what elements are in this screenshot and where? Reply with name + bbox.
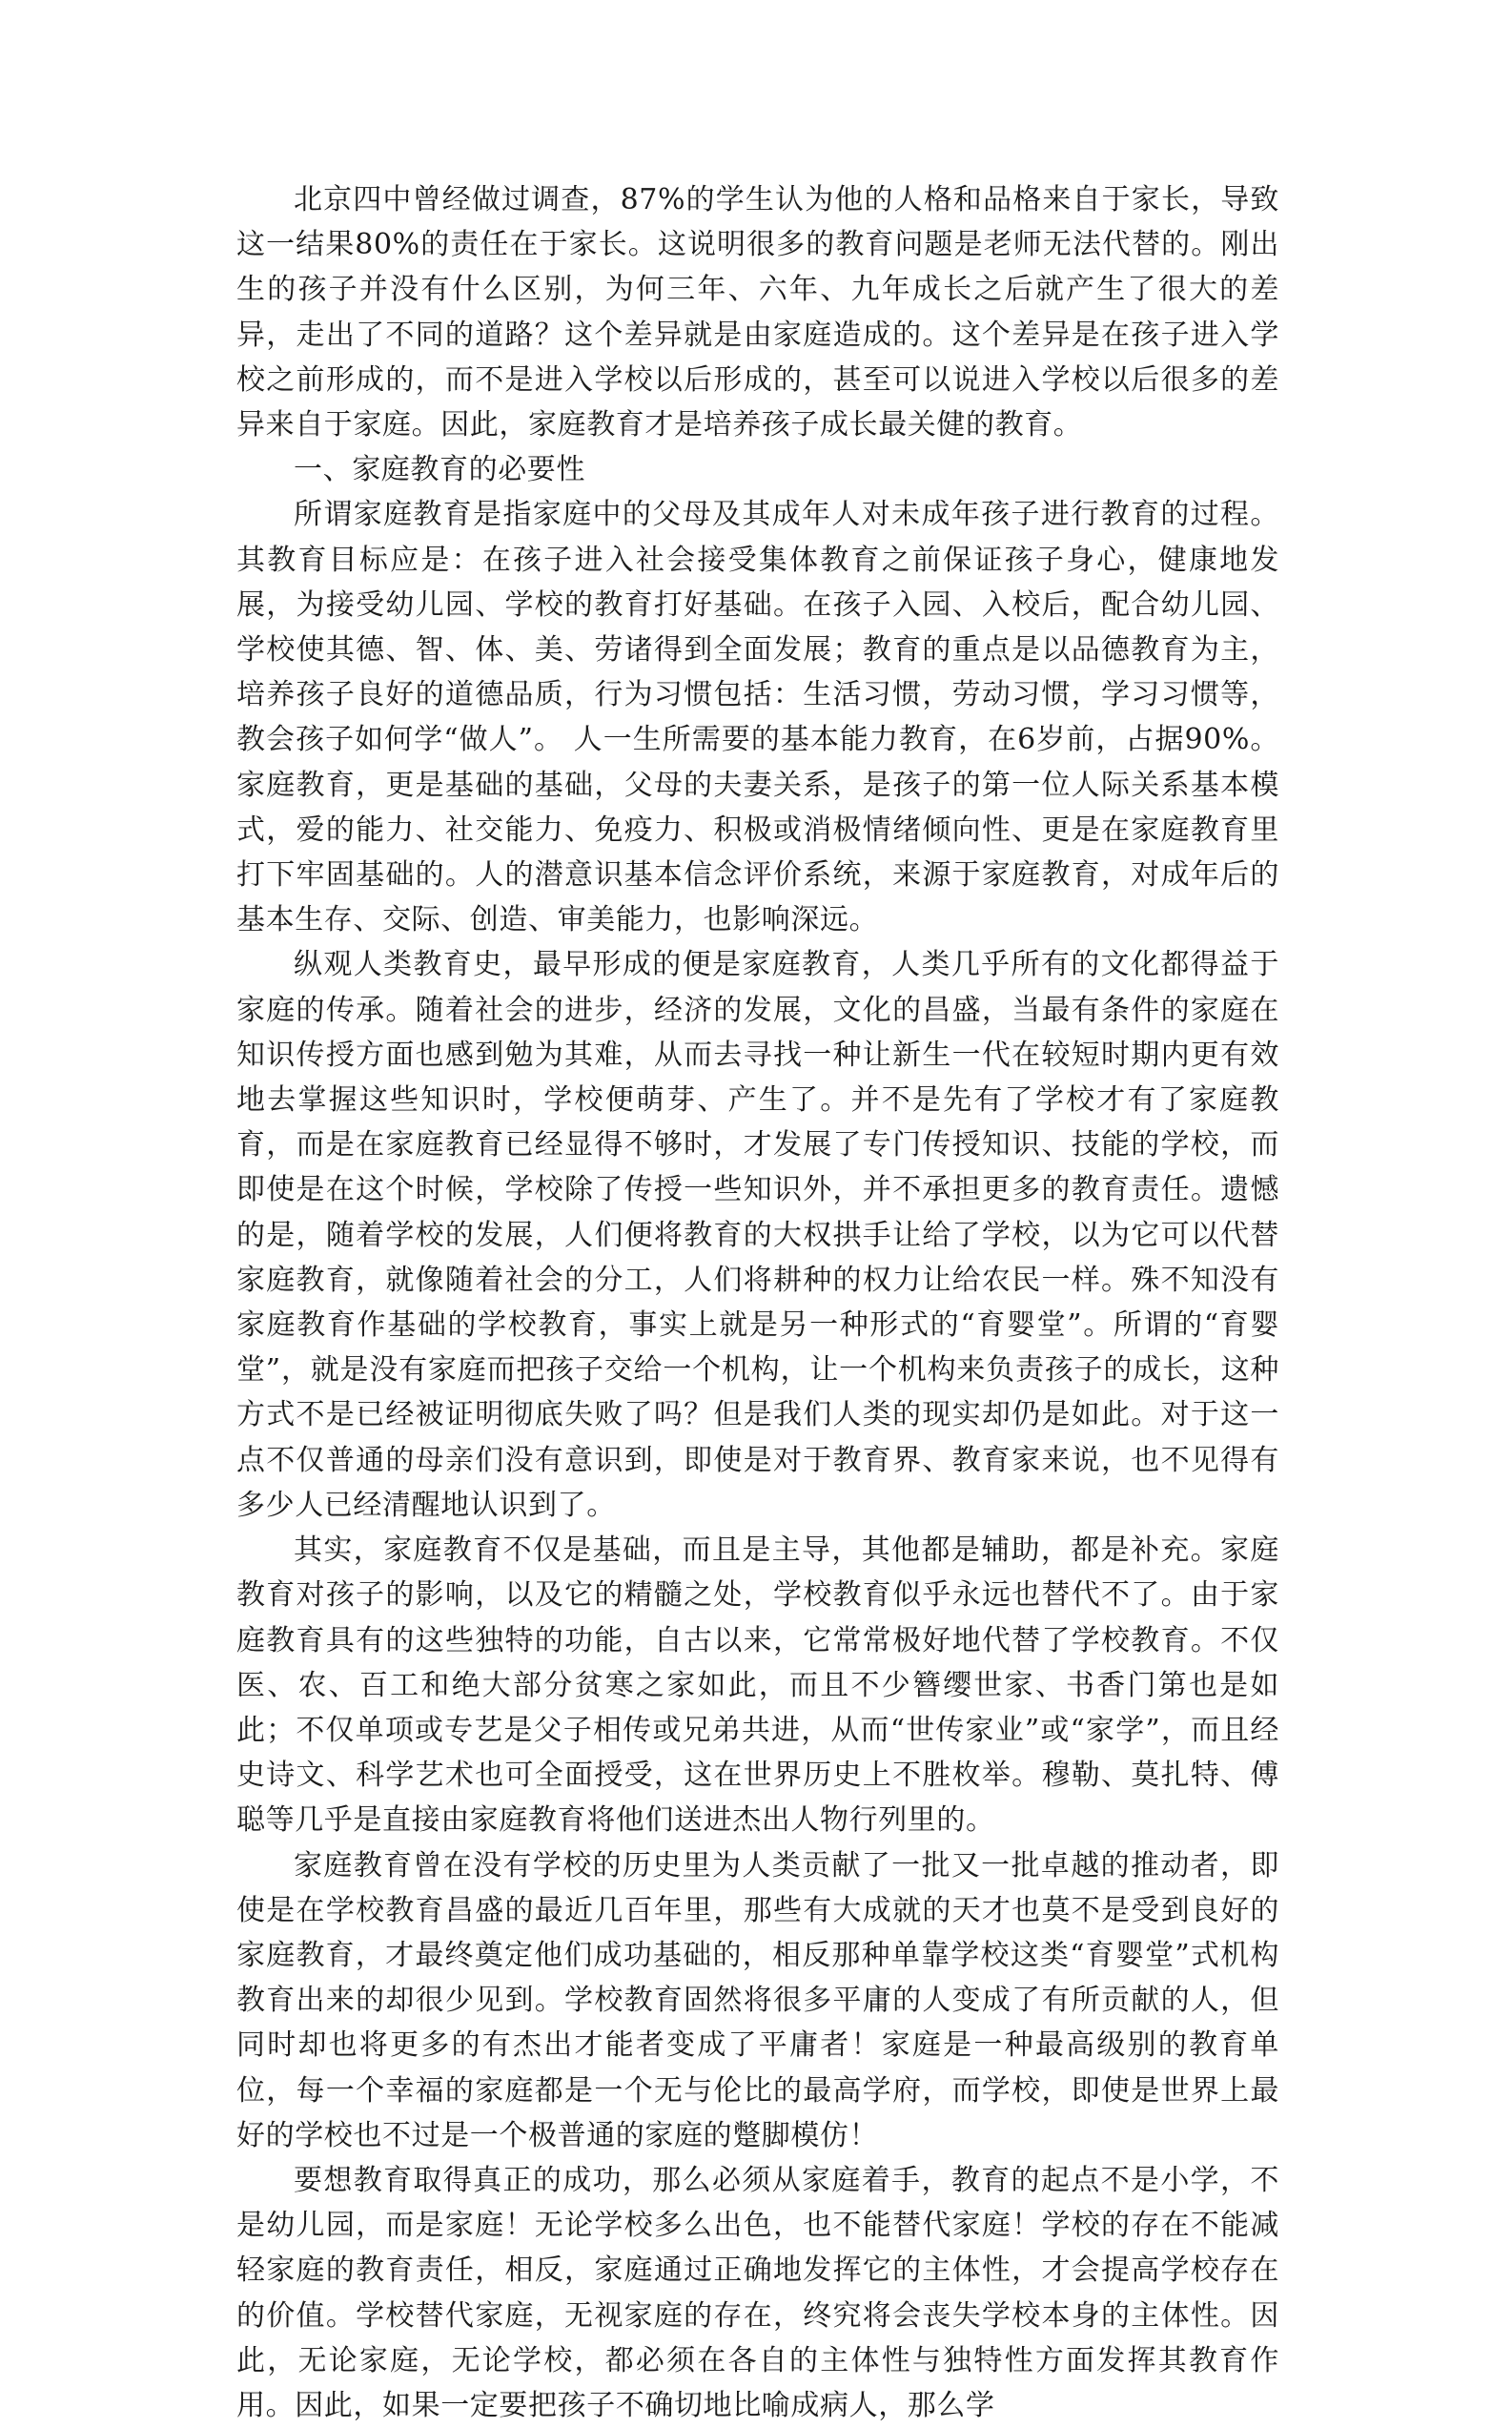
paragraph-definition: 所谓家庭教育是指家庭中的父母及其成年人对未成年孩子进行教育的过程。其教育目标应是：在孩子进入社会接受集体教育之前保证孩子身心，健康地发展，为接受幼儿园、学校的教育打好基础。在孩子入园、入校后，配合幼儿园、学校使其德、智、体、美、劳诸得到全面发展；教育的重点是以品德教育为主，培养孩子良好的道德品质，行为习惯包括：生活习惯，劳动习惯，学习习惯等，教会孩子如何学“做人”。 人一生所需要的基本能力教育，在6岁前，占据90%。家庭教育，更是基础的基础，父母的夫妻关系，是孩子的第一位人际关系基本模式，爱的能力、社交能力、免疫力、积极或消极情绪倾向性、更是在家庭教育里打下牢固基础的。人的潜意识基本信念评价系统，来源于家庭教育，对成年后的基本生存、交际、创造、审美能力，也影响深远。 (236, 498, 1279, 937)
paragraph-conclusion: 要想教育取得真正的成功，那么必须从家庭着手，教育的起点不是小学，不是幼儿园，而是家庭！无论学校多么出色，也不能替代家庭！学校的存在不能减轻家庭的教育责任，相反，家庭通过正确地发挥它的主体性，才会提高学校存在的价值。学校替代家庭，无视家庭的存在，终究将会丧失学校本身的主体性。因此，无论家庭，无论学校，都必须在各自的主体性与独特性方面发挥其教育作用。因此，如果一定要把孩子不确切地比喻成病人，那么学 (236, 2163, 1279, 2422)
section-heading: 一、家庭教育的必要性 (294, 453, 585, 487)
document-body (236, 177, 1279, 2428)
paragraph-foundation: 其实，家庭教育不仅是基础，而且是主导，其他都是辅助，都是补充。家庭教育对孩子的影响，以及它的精髓之处，学校教育似乎永远也替代不了。由于家庭教育具有的这些独特的功能，自古以来，它常常极好地代替了学校教育。不仅医、农、百工和绝大部分贫寒之家如此，而且不少簪缨世家、书香门第也是如此；不仅单项或专艺是父子相传或兄弟共进，从而“世传家业”或“家学”，而且经史诗文、科学艺术也可全面授受，这在世界历史上不胜枚举。穆勒、莫扎特、傅聪等几乎是直接由家庭教育将他们送进杰出人物行列里的。 (236, 1533, 1279, 1838)
paragraph-contribution: 家庭教育曾在没有学校的历史里为人类贡献了一批又一批卓越的推动者，即使是在学校教育昌盛的最近几百年里，那些有大成就的天才也莫不是受到良好的家庭教育，才最终奠定他们成功基础的，相反那种单靠学校这类“育婴堂”式机构教育出来的却很少见到。学校教育固然将很多平庸的人变成了有所贡献的人，但同时却也将更多的有杰出才能者变成了平庸者！家庭是一种最高级别的教育单位，每一个幸福的家庭都是一个无与伦比的最高学府，而学校，即使是世界上最好的学校也不过是一个极普通的家庭的蹩脚模仿！ (236, 1848, 1279, 2152)
paragraph-history: 纵观人类教育史，最早形成的便是家庭教育，人类几乎所有的文化都得益于家庭的传承。随着社会的进步，经济的发展，文化的昌盛，当最有条件的家庭在知识传授方面也感到勉为其难，从而去寻找一种让新生一代在较短时期内更有效地去掌握这些知识时，学校便萌芽、产生了。并不是先有了学校才有了家庭教育，而是在家庭教育已经显得不够时，才发展了专门传授知识、技能的学校，而即使是在这个时候，学校除了传授一些知识外，并不承担更多的教育责任。遗憾的是，随着学校的发展，人们便将教育的大权拱手让给了学校，以为它可以代替家庭教育，就像随着社会的分工，人们将耕种的权力让给农民一样。殊不知没有家庭教育作基础的学校教育，事实上就是另一种形式的“育婴堂”。所谓的“育婴堂”，就是没有家庭而把孩子交给一个机构，让一个机构来负责孩子的成长，这种方式不是已经被证明彻底失败了吗？但是我们人类的现实却仍是如此。对于这一点不仅普通的母亲们没有意识到，即使是对于教育界、教育家来说，也不见得有多少人已经清醒地认识到了。 (236, 948, 1279, 1522)
paragraph-intro: 北京四中曾经做过调查，87%的学生认为他的人格和品格来自于家长，导致这一结果80%的责任在于家长。这说明很多的教育问题是老师无法代替的。刚出生的孩子并没有什么区别，为何三年、六年、九年成长之后就产生了很大的差异，走出了不同的道路？这个差异就是由家庭造成的。这个差异是在孩子进入学校之前形成的，而不是进入学校以后形成的，甚至可以说进入学校以后很多的差异来自于家庭。因此，家庭教育才是培养孩子成长最关健的教育。 (236, 183, 1279, 442)
